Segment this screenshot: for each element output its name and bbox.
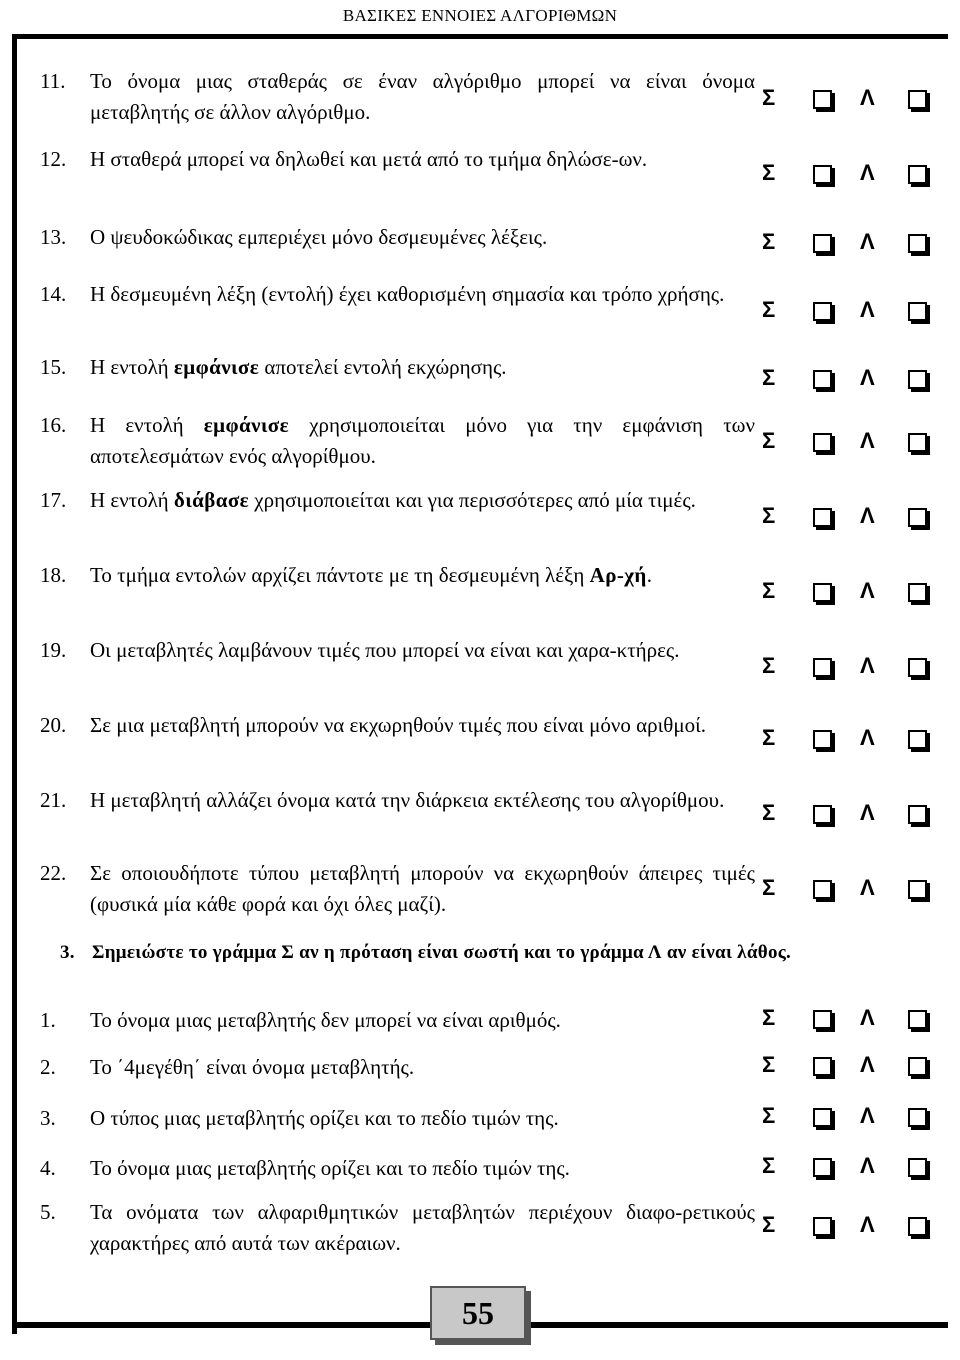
question-item <box>40 352 755 383</box>
bold-keyword: εμφάνισε <box>173 355 260 379</box>
true-mark: Σ <box>762 1005 776 1030</box>
true-mark: Σ <box>762 1052 776 1077</box>
true-false-choice <box>760 229 940 259</box>
question-text <box>90 222 755 253</box>
true-false-choice <box>760 1052 940 1082</box>
false-mark: Λ <box>860 503 875 528</box>
false-checkbox[interactable] <box>908 658 927 677</box>
true-mark: Σ <box>762 653 776 678</box>
question-item <box>40 1005 755 1036</box>
true-checkbox[interactable] <box>813 880 832 899</box>
question-text <box>90 1103 755 1134</box>
true-false-choice <box>760 800 940 830</box>
text-segment: Το όνομα μιας μεταβλητής δεν μπορεί να είναι αριθμός. <box>90 1008 561 1032</box>
instruction-text: Σημειώστε το γράμμα Σ αν η πρόταση είναι σωστή και το γράμμα Λ αν είναι λάθος. <box>92 942 792 963</box>
question-number: 14. <box>40 282 67 306</box>
question-number: 13. <box>40 225 67 249</box>
question-number: 17. <box>40 488 67 512</box>
section-instruction <box>60 942 940 964</box>
true-false-choice <box>760 297 940 327</box>
true-mark: Σ <box>762 1212 776 1237</box>
true-mark: Σ <box>762 725 776 750</box>
true-mark: Σ <box>762 1103 776 1128</box>
true-checkbox[interactable] <box>813 508 832 527</box>
text-segment: Το τμήμα εντολών αρχίζει πάντοτε με τη δεσμευμένη λέξη <box>90 563 590 587</box>
false-checkbox[interactable] <box>908 805 927 824</box>
page-number: 55 <box>430 1286 526 1340</box>
question-number: 18. <box>40 563 67 587</box>
question-item <box>40 1197 755 1259</box>
true-checkbox[interactable] <box>813 1108 832 1127</box>
false-mark: Λ <box>860 1103 875 1128</box>
question-number: 1. <box>40 1008 56 1032</box>
true-false-choice <box>760 160 940 190</box>
true-checkbox[interactable] <box>813 302 832 321</box>
false-mark: Λ <box>860 1212 875 1237</box>
question-text <box>90 1153 755 1184</box>
question-text <box>90 858 755 920</box>
question-item <box>40 1153 755 1184</box>
text-segment: Η εντολή <box>90 413 204 437</box>
question-text <box>90 710 755 741</box>
true-false-choice <box>760 85 940 115</box>
false-mark: Λ <box>860 160 875 185</box>
question-item <box>40 635 755 666</box>
true-false-choice <box>760 725 940 755</box>
true-mark: Σ <box>762 297 776 322</box>
true-checkbox[interactable] <box>813 433 832 452</box>
text-segment: Σε οποιουδήποτε τύπου μεταβλητή μπορούν να εκχωρηθούν άπειρες τιμές (φυσικά μία κάθε φορά και όχι όλες μαζί). <box>90 861 755 916</box>
true-false-choice <box>760 365 940 395</box>
true-false-choice <box>760 503 940 533</box>
true-false-choice <box>760 1103 940 1133</box>
text-segment: Οι μεταβλητές λαμβάνουν τιμές που μπορεί να είναι και χαρα-κτήρες. <box>90 638 680 662</box>
true-checkbox[interactable] <box>813 234 832 253</box>
question-item <box>40 279 755 310</box>
false-checkbox[interactable] <box>908 234 927 253</box>
true-mark: Σ <box>762 800 776 825</box>
true-mark: Σ <box>762 578 776 603</box>
question-number: 15. <box>40 355 67 379</box>
question-item <box>40 1052 755 1083</box>
question-item <box>40 66 755 128</box>
true-checkbox[interactable] <box>813 90 832 109</box>
question-number: 12. <box>40 147 67 171</box>
false-checkbox[interactable] <box>908 583 927 602</box>
false-checkbox[interactable] <box>908 302 927 321</box>
false-mark: Λ <box>860 229 875 254</box>
question-number: 2. <box>40 1055 56 1079</box>
false-mark: Λ <box>860 428 875 453</box>
false-mark: Λ <box>860 578 875 603</box>
false-checkbox[interactable] <box>908 730 927 749</box>
text-segment: Το όνομα μιας μεταβλητής ορίζει και το πεδίο τιμών της. <box>90 1156 570 1180</box>
question-number: 4. <box>40 1156 56 1180</box>
running-header: ΒΑΣΙΚΕΣ ΕΝΝΟΙΕΣ ΑΛΓΟΡΙΘΜΩΝ <box>342 6 618 25</box>
false-mark: Λ <box>860 1052 875 1077</box>
false-mark: Λ <box>860 875 875 900</box>
text-segment: αποτελεί εντολή εκχώρησης. <box>259 355 507 379</box>
true-false-choice <box>760 875 940 905</box>
question-text <box>90 352 755 383</box>
question-number: 22. <box>40 861 67 885</box>
false-checkbox[interactable] <box>908 433 927 452</box>
true-false-choice <box>760 1212 940 1242</box>
true-false-choice <box>760 578 940 608</box>
question-number: 21. <box>40 788 67 812</box>
false-checkbox[interactable] <box>908 370 927 389</box>
question-text <box>90 410 755 472</box>
false-checkbox[interactable] <box>908 1057 927 1076</box>
question-text <box>90 560 755 591</box>
true-checkbox[interactable] <box>813 730 832 749</box>
true-checkbox[interactable] <box>813 370 832 389</box>
text-segment: Η εντολή <box>90 488 174 512</box>
false-mark: Λ <box>860 800 875 825</box>
false-checkbox[interactable] <box>908 1108 927 1127</box>
true-mark: Σ <box>762 875 776 900</box>
text-segment: Η σταθερά μπορεί να δηλωθεί και μετά από το τμήμα δηλώσε-ων. <box>90 147 648 171</box>
true-mark: Σ <box>762 85 776 110</box>
text-segment: . <box>646 563 652 587</box>
true-checkbox[interactable] <box>813 1217 832 1236</box>
true-mark: Σ <box>762 160 776 185</box>
question-text <box>90 635 755 666</box>
text-segment: Τα ονόματα των αλφαριθμητικών μεταβλητών περιέχουν διαφο-ρετικούς χαρακτήρες από αυτά των ακέραιων. <box>90 1200 755 1255</box>
bold-keyword: Αρ-χή <box>589 563 647 587</box>
question-text <box>90 279 755 310</box>
true-false-choice <box>760 428 940 458</box>
false-checkbox[interactable] <box>908 90 927 109</box>
question-number: 19. <box>40 638 67 662</box>
question-number: 5. <box>40 1200 56 1224</box>
question-text <box>90 144 755 175</box>
false-mark: Λ <box>860 85 875 110</box>
true-checkbox[interactable] <box>813 165 832 184</box>
false-checkbox[interactable] <box>908 880 927 899</box>
true-false-choice <box>760 653 940 683</box>
true-checkbox[interactable] <box>813 1158 832 1177</box>
true-mark: Σ <box>762 1153 776 1178</box>
true-mark: Σ <box>762 503 776 528</box>
text-segment: Το όνομα μιας σταθεράς σε έναν αλγόριθμο μπορεί να είναι όνομα μεταβλητής σε άλλον αλγόριθμο. <box>90 69 755 124</box>
true-checkbox[interactable] <box>813 1010 832 1029</box>
text-segment: Ο τύπος μιας μεταβλητής ορίζει και το πεδίο τιμών της. <box>90 1106 559 1130</box>
text-segment: χρησιμοποιείται μόνο για την εμφάνιση των αποτελεσμάτων ενός αλγορίθμου. <box>90 413 755 468</box>
false-mark: Λ <box>860 365 875 390</box>
text-segment: χρησιμοποιείται και για περισσότερες από μία τιμές. <box>249 488 696 512</box>
question-item <box>40 785 755 816</box>
text-segment: Σε μια μεταβλητή μπορούν να εκχωρηθούν τιμές που είναι μόνο αριθμοί. <box>90 713 706 737</box>
question-number: 16. <box>40 413 67 437</box>
question-item <box>40 710 755 741</box>
true-mark: Σ <box>762 428 776 453</box>
false-checkbox[interactable] <box>908 1217 927 1236</box>
true-false-choice <box>760 1005 940 1035</box>
question-number: 3. <box>40 1106 56 1130</box>
false-checkbox[interactable] <box>908 508 927 527</box>
false-mark: Λ <box>860 725 875 750</box>
true-mark: Σ <box>762 229 776 254</box>
text-segment: Ο ψευδοκώδικας εμπεριέχει μόνο δεσμευμένες λέξεις. <box>90 225 548 249</box>
true-false-choice <box>760 1153 940 1183</box>
question-item <box>40 410 755 472</box>
true-checkbox[interactable] <box>813 805 832 824</box>
question-text <box>90 785 755 816</box>
false-mark: Λ <box>860 1153 875 1178</box>
false-checkbox[interactable] <box>908 1158 927 1177</box>
question-item <box>40 144 755 175</box>
bold-keyword: εμφάνισε <box>203 413 289 437</box>
false-mark: Λ <box>860 1005 875 1030</box>
true-checkbox[interactable] <box>813 583 832 602</box>
question-text <box>90 1005 755 1036</box>
question-text <box>90 66 755 128</box>
text-segment: Η εντολή <box>90 355 174 379</box>
question-text <box>90 1052 755 1083</box>
question-item <box>40 485 755 516</box>
false-mark: Λ <box>860 653 875 678</box>
question-item <box>40 1103 755 1134</box>
question-item <box>40 222 755 253</box>
false-checkbox[interactable] <box>908 1010 927 1029</box>
question-item <box>40 858 755 920</box>
true-checkbox[interactable] <box>813 658 832 677</box>
text-segment: Η μεταβλητή αλλάζει όνομα κατά την διάρκεια εκτέλεσης του αλγορίθμου. <box>90 788 725 812</box>
text-segment: Η δεσμευμένη λέξη (εντολή) έχει καθορισμένη σημασία και τρόπο χρήσης. <box>90 282 725 306</box>
question-item <box>40 560 755 591</box>
question-number: 20. <box>40 713 67 737</box>
question-number: 11. <box>40 69 66 93</box>
bold-keyword: διάβασε <box>173 488 250 512</box>
false-checkbox[interactable] <box>908 165 927 184</box>
true-mark: Σ <box>762 365 776 390</box>
question-text <box>90 485 755 516</box>
text-segment: Το ΄4μεγέθη΄ είναι όνομα μεταβλητής. <box>90 1055 415 1079</box>
section-number: 3. <box>60 942 75 963</box>
question-text <box>90 1197 755 1259</box>
true-checkbox[interactable] <box>813 1057 832 1076</box>
false-mark: Λ <box>860 297 875 322</box>
